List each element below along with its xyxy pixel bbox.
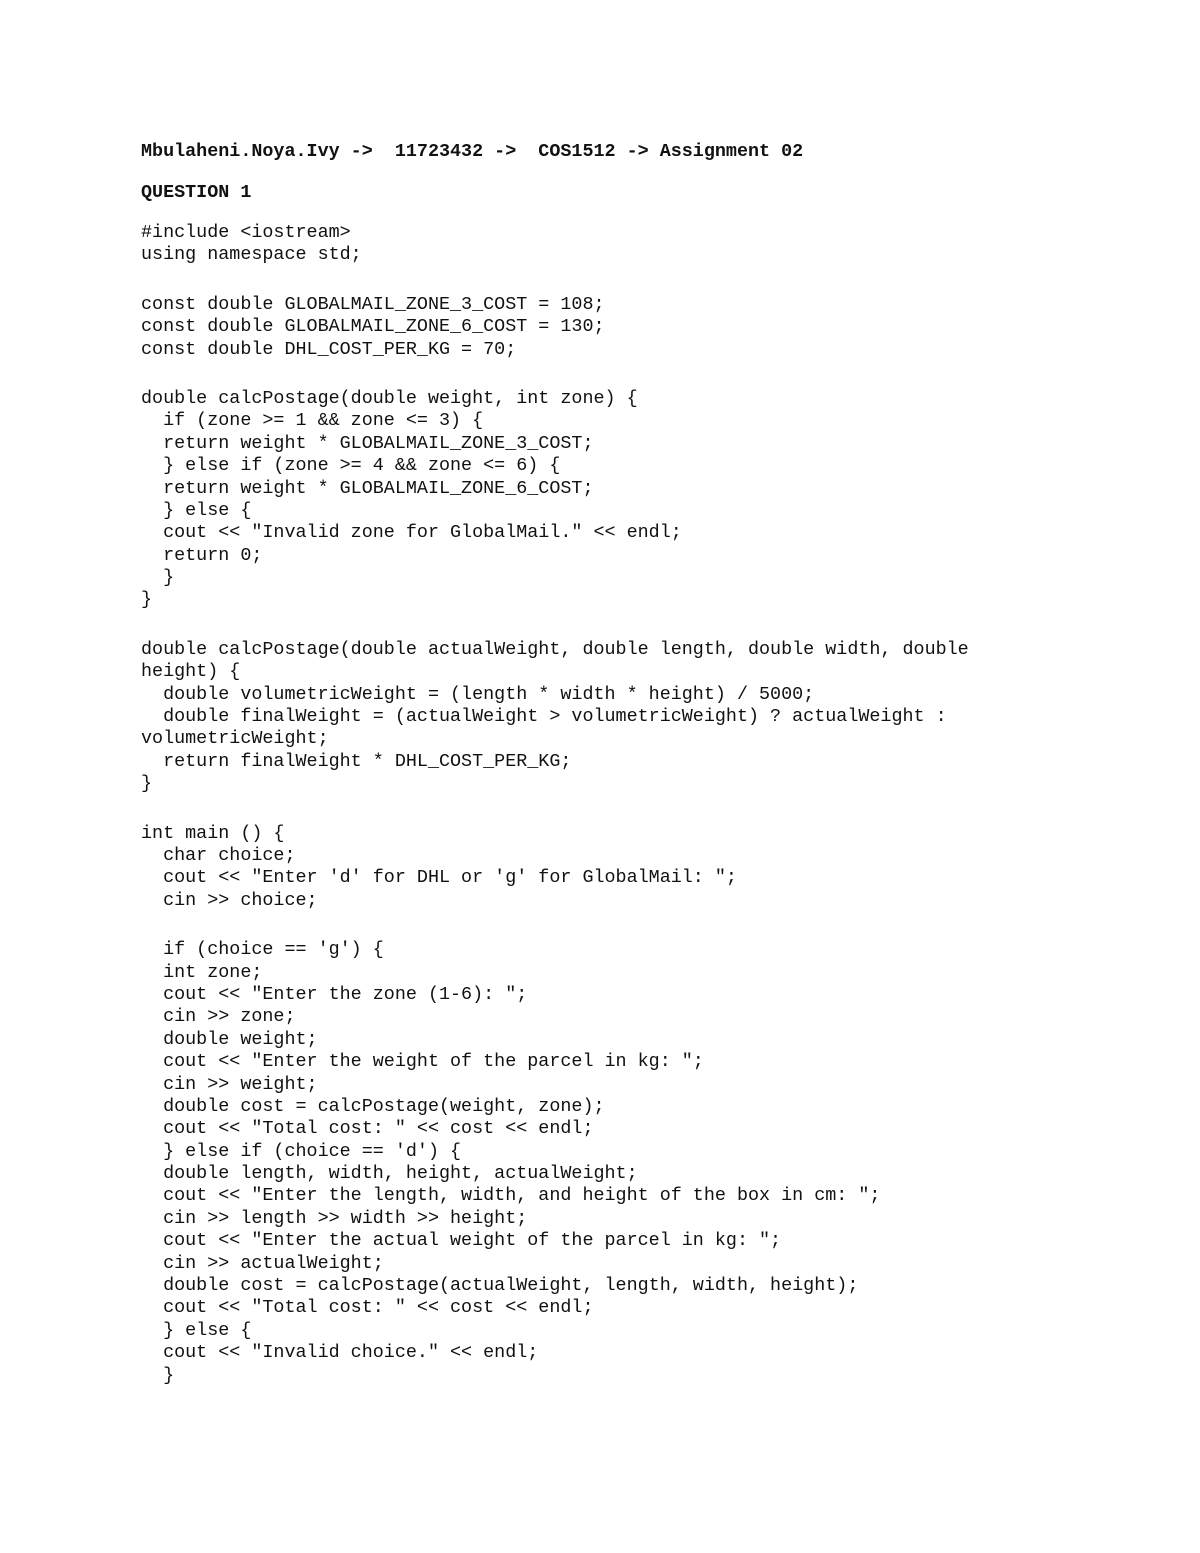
- code-line: [141, 612, 1151, 639]
- code-line: return weight * GLOBALMAIL_ZONE_3_COST;: [141, 432, 594, 454]
- code-line: cin >> actualWeight;: [141, 1252, 384, 1274]
- code-line: return weight * GLOBALMAIL_ZONE_6_COST;: [141, 477, 594, 499]
- code-line: cout << "Invalid zone for GlobalMail." << endl;: [141, 522, 682, 544]
- code-line: cout << "Enter the weight of the parcel in kg: ";: [141, 1051, 704, 1073]
- code-line: cout << "Enter the length, width, and height of the box in cm: ";: [141, 1185, 881, 1207]
- code-line: height) {: [141, 661, 241, 683]
- document-header: Mbulaheni.Noya.Ivy -> 11723432 -> COS1512 -> Assignment 02: [141, 141, 804, 162]
- code-line: } else if (zone >= 4 && zone <= 6) {: [141, 455, 561, 477]
- code-line: if (zone >= 1 && zone <= 3) {: [141, 410, 484, 432]
- code-line: }: [141, 773, 153, 795]
- code-line: return 0;: [141, 544, 263, 566]
- code-line: [141, 361, 1151, 388]
- code-line: #include <iostream>: [141, 222, 351, 243]
- code-line: double volumetricWeight = (length * width * height) / 5000;: [141, 683, 815, 705]
- code-line: using namespace std;: [141, 244, 362, 266]
- code-line: double cost = calcPostage(weight, zone);: [141, 1095, 605, 1117]
- code-line: }: [141, 567, 175, 589]
- code-line: cin >> length >> width >> height;: [141, 1207, 528, 1229]
- code-line: cout << "Total cost: " << cost << endl;: [141, 1118, 594, 1140]
- code-line: double length, width, height, actualWeight;: [141, 1163, 638, 1185]
- code-line: const double DHL_COST_PER_KG = 70;: [141, 338, 517, 360]
- code-line: const double GLOBALMAIL_ZONE_3_COST = 108;: [141, 293, 605, 315]
- code-line: } else {: [141, 1319, 252, 1341]
- code-line: [141, 267, 1151, 294]
- code-line: double calcPostage(double actualWeight, double length, double width, double: [141, 638, 969, 660]
- code-line: return finalWeight * DHL_COST_PER_KG;: [141, 750, 572, 772]
- code-line: double calcPostage(double weight, int zone) {: [141, 387, 638, 409]
- code-line: [141, 912, 1151, 939]
- document-content: [141, 140, 1151, 1387]
- code-line: int main () {: [141, 822, 285, 844]
- code-line: cin >> choice;: [141, 889, 318, 911]
- code-line: } else if (choice == 'd') {: [141, 1140, 462, 1162]
- code-line: }: [141, 589, 153, 611]
- code-line: cin >> weight;: [141, 1073, 318, 1095]
- code-line: cout << "Enter the zone (1-6): ";: [141, 983, 528, 1005]
- code-line: cin >> zone;: [141, 1006, 296, 1028]
- code-line: int zone;: [141, 961, 263, 983]
- code-line: cout << "Enter the actual weight of the parcel in kg: ";: [141, 1230, 782, 1252]
- code-line: cout << "Enter 'd' for DHL or 'g' for GlobalMail: ";: [141, 867, 737, 889]
- question-title: QUESTION 1: [141, 182, 252, 203]
- code-line: double weight;: [141, 1028, 318, 1050]
- code-line: if (choice == 'g') {: [141, 939, 384, 961]
- code-block: [141, 222, 1151, 1387]
- code-line: cout << "Invalid choice." << endl;: [141, 1342, 539, 1364]
- code-line: double finalWeight = (actualWeight > volumetricWeight) ? actualWeight :: [141, 706, 947, 728]
- code-line: volumetricWeight;: [141, 728, 329, 750]
- code-line: cout << "Total cost: " << cost << endl;: [141, 1297, 594, 1319]
- code-line: [141, 796, 1151, 823]
- code-line: double cost = calcPostage(actualWeight, length, width, height);: [141, 1275, 859, 1297]
- code-line: } else {: [141, 499, 252, 521]
- code-line: }: [141, 1364, 175, 1386]
- code-line: const double GLOBALMAIL_ZONE_6_COST = 130;: [141, 316, 605, 338]
- code-line: char choice;: [141, 844, 296, 866]
